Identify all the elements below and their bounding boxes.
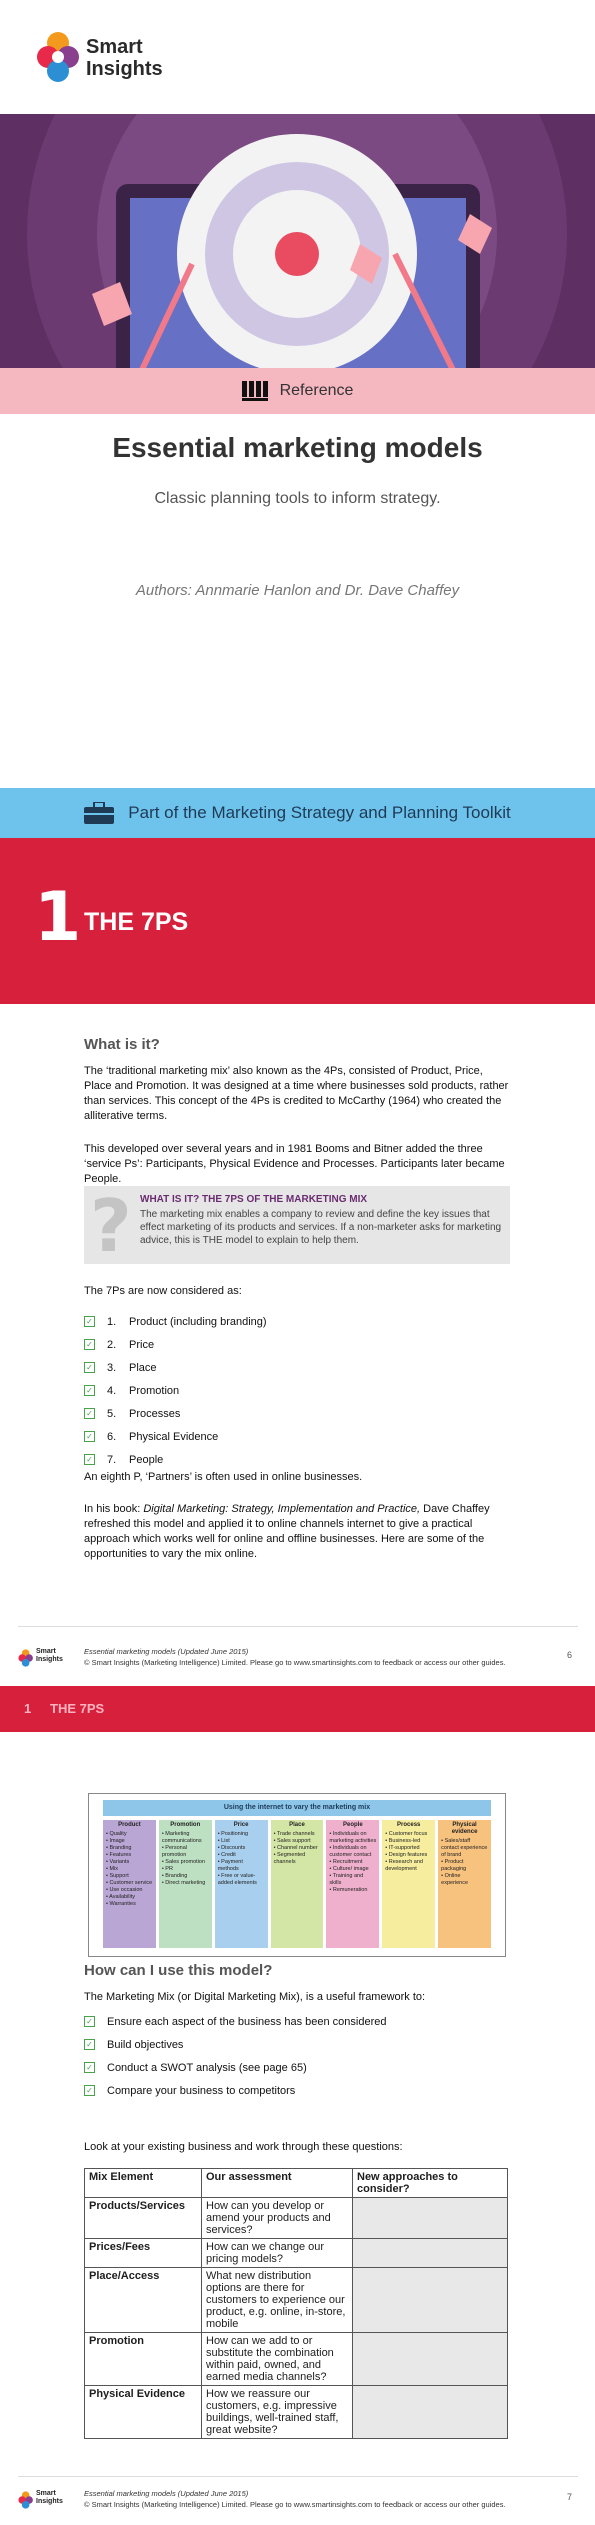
diagram-column-item: • Individuals on customer contact xyxy=(329,1845,372,1858)
diagram-column-item: • Discounts xyxy=(217,1845,246,1851)
diagram-column-item: • Image xyxy=(106,1838,125,1844)
mix-assessment-table xyxy=(84,2168,508,2439)
table-header: New approaches to consider? xyxy=(353,2169,508,2198)
list-item: ✓ Ensure each aspect of the business has been considered xyxy=(84,2010,514,2033)
table-row xyxy=(85,2198,508,2239)
briefcase-icon xyxy=(84,802,114,824)
table-cell: What new distribution options are there for customers to experience our product, e.g. online, in-store, mobile xyxy=(202,2268,353,2333)
section-header xyxy=(0,838,595,1004)
logo-icon xyxy=(36,28,82,86)
diagram-column-product xyxy=(103,1820,156,1948)
diagram-column-item: • Business-led xyxy=(385,1838,421,1844)
diagram-column-title: People xyxy=(343,1822,363,1828)
what-is-it-heading: What is it? xyxy=(84,1036,160,1053)
callout-body: The marketing mix enables a company to review and define the key issues that effect marketing of its products and services. If a non-marketer asks for marketing advice, this is THE model to explain to help them. xyxy=(140,1209,502,1246)
list-item: ✓ Compare your business to competitors xyxy=(84,2079,514,2102)
diagram-column-item: • IT-supported xyxy=(385,1845,420,1851)
callout-title: WHAT IS IT? THE 7PS OF THE MARKETING MIX xyxy=(140,1194,368,1205)
checkbox-icon: ✓ xyxy=(84,1339,95,1350)
list-item: ✓ 6. Physical Evidence xyxy=(84,1425,514,1448)
diagram-column-item: • Free or value-added elements xyxy=(217,1873,257,1886)
table-cell: Place/Access xyxy=(85,2268,202,2333)
footer-divider xyxy=(18,2476,578,2477)
checkbox-icon: ✓ xyxy=(84,2085,95,2096)
checkbox-icon: ✓ xyxy=(84,2039,95,2050)
table-cell: How we reassure our customers, e.g. impressive buildings, well-trained staff, great website? xyxy=(202,2386,353,2439)
diagram-column-item: • Segmented channels xyxy=(273,1852,306,1865)
diagram-column-item: • Customer service xyxy=(106,1880,153,1886)
page-footer xyxy=(18,2484,578,2524)
list-item: ✓ 2. Price xyxy=(84,1333,514,1356)
table-header: Our assessment xyxy=(202,2169,353,2198)
table-cell-input[interactable] xyxy=(353,2268,508,2333)
list-item: ✓ 4. Promotion xyxy=(84,1379,514,1402)
checkbox-icon: ✓ xyxy=(84,1385,95,1396)
list-intro: The 7Ps are now considered as: xyxy=(84,1285,242,1297)
diagram-column-item: • Recruitment xyxy=(329,1859,363,1865)
seven-ps-list xyxy=(84,1310,514,1471)
authors-line: Authors: Annmarie Hanlon and Dr. Dave Chaffey xyxy=(135,582,460,599)
diagram-column-item: • Product packaging xyxy=(441,1859,467,1872)
diagram-column-item: • Warranties xyxy=(106,1901,136,1907)
diagram-column-item: • Positioning xyxy=(217,1831,249,1837)
table-cell: How can we add to or substitute the combination within paid, owned, and earned media channels? xyxy=(202,2333,353,2386)
diagram-column-item: • Sales promotion xyxy=(161,1859,206,1865)
checkbox-icon: ✓ xyxy=(84,1431,95,1442)
table-header-row xyxy=(85,2169,508,2198)
diagram-column-item: • Individuals on marketing activities xyxy=(329,1831,377,1844)
list-item: ✓ Build objectives xyxy=(84,2033,514,2056)
uses-list xyxy=(84,2010,514,2102)
table-cell-input[interactable] xyxy=(353,2333,508,2386)
diagram-column-item: • Branding xyxy=(161,1873,188,1879)
logo-icon xyxy=(18,1648,34,1668)
diagram-column-item: • Customer focus xyxy=(385,1831,428,1837)
book-paragraph: In his book: Digital Marketing: Strategy, Implementation and Practice, Dave Chaffey refreshed this model and applied it to online channels internet to give a practical approach which works well for online and offline businesses. Here are some of the opportunities to vary the mix online. xyxy=(84,1503,490,1560)
diagram-column-item: • Marketing communications xyxy=(161,1831,202,1844)
diagram-title: Using the internet to vary the marketing mix xyxy=(103,1800,491,1816)
checkbox-icon: ✓ xyxy=(84,1316,95,1327)
checkbox-icon: ✓ xyxy=(84,1454,95,1465)
toolkit-banner xyxy=(0,788,595,838)
list-item: ✓ 3. Place xyxy=(84,1356,514,1379)
how-to-use-intro: The Marketing Mix (or Digital Marketing Mix), is a useful framework to: xyxy=(84,1991,426,2003)
diagram-column-item: • Personal promotion xyxy=(161,1845,188,1858)
section-strip xyxy=(0,1686,595,1732)
table-header: Mix Element xyxy=(85,2169,202,2198)
intro-paragraph-2: This developed over several years and in 1981 Booms and Bitner added the three ‘service Ps’: Participants, Physical Evidence and Processes. Participants later became People. xyxy=(84,1143,505,1185)
diagram-column-title: Physical evidence xyxy=(451,1822,478,1835)
reference-label: Reference xyxy=(279,382,354,399)
diagram-column-item: • Quality xyxy=(106,1831,127,1837)
page-number: 7 xyxy=(566,2492,572,2502)
diagram-column-item: • Design features xyxy=(385,1852,428,1858)
diagram-column-physical-evidence xyxy=(438,1820,491,1948)
footer-logo: Smart Insights xyxy=(18,1646,66,1676)
list-item: ✓ 7. People xyxy=(84,1448,514,1471)
diagram-column-item: • Use occasion xyxy=(106,1887,143,1893)
table-cell-input[interactable] xyxy=(353,2198,508,2239)
diagram-column-item: • Research and development xyxy=(385,1859,423,1872)
diagram-column-item: • Payment methods xyxy=(217,1859,243,1872)
diagram-column-item: • Branding xyxy=(106,1845,132,1851)
strip-title: THE 7PS xyxy=(50,1701,105,1716)
diagram-column-item: • Training and skills xyxy=(329,1873,364,1886)
footer-text: Essential marketing models (Updated June 2015) © Smart Insights (Marketing Intelligence) Limited. Please go to www.smartinsights.com to feedback or access our other guides. xyxy=(84,2489,506,2509)
table-cell: Products/Services xyxy=(85,2198,202,2239)
callout-box xyxy=(84,1184,510,1268)
diagram-column-item: • Remuneration xyxy=(329,1887,368,1893)
diagram-column-price xyxy=(215,1820,268,1948)
logo-text-line2: Insights xyxy=(86,58,163,80)
table-cell: Physical Evidence xyxy=(85,2386,202,2439)
diagram-column-item: • Culture/ image xyxy=(329,1866,369,1872)
diagram-column-item: • Mix xyxy=(106,1866,119,1872)
marketing-mix-diagram xyxy=(88,1793,506,1957)
questions-intro: Look at your existing business and work through these questions: xyxy=(84,2141,403,2153)
reference-bar xyxy=(0,368,595,414)
list-item: ✓ Conduct a SWOT analysis (see page 65) xyxy=(84,2056,514,2079)
diagram-column-people xyxy=(326,1820,379,1948)
checkbox-icon: ✓ xyxy=(84,1408,95,1419)
logo-text-line1: Smart xyxy=(86,36,143,58)
diagram-column-process xyxy=(382,1820,435,1948)
footer-text: Essential marketing models (Updated June 2015) © Smart Insights (Marketing Intelligence) Limited. Please go to www.smartinsights.com to feedback or access our other guides. xyxy=(84,1647,506,1667)
checkbox-icon: ✓ xyxy=(84,1362,95,1373)
diagram-column-item: • Variants xyxy=(106,1859,130,1865)
diagram-column-promotion xyxy=(159,1820,212,1948)
logo-icon xyxy=(18,2490,34,2510)
diagram-column-place xyxy=(271,1820,324,1948)
diagram-column-item: • Availability xyxy=(106,1894,136,1900)
diagram-column-item: • Sales/staff contact experience of brand xyxy=(441,1838,488,1858)
intro-paragraph-1: The ‘traditional marketing mix’ also known as the 4Ps, consisted of Product, Price, Place and Promotion. It was designed at a time where businesses sold products, rather than services. This concept of the 4Ps is credited to McCarthy (1964) who created the alliterative terms. xyxy=(84,1065,509,1122)
document-subtitle: Classic planning tools to inform strategy. xyxy=(154,490,441,507)
diagram-column-item: • Channel number xyxy=(273,1845,318,1851)
table-cell: How can we change our pricing models? xyxy=(202,2239,353,2268)
table-cell: Prices/Fees xyxy=(85,2239,202,2268)
eighth-p-note: An eighth P, ‘Partners’ is often used in online businesses. xyxy=(84,1471,363,1483)
page-footer xyxy=(18,1642,578,1682)
diagram-column-title: Product xyxy=(118,1822,141,1828)
list-item: ✓ 5. Processes xyxy=(84,1402,514,1425)
table-row xyxy=(85,2239,508,2268)
diagram-column-title: Place xyxy=(289,1822,305,1828)
table-cell: How can you develop or amend your products and services? xyxy=(202,2198,353,2239)
how-to-use-heading: How can I use this model? xyxy=(84,1962,273,1979)
document-title: Essential marketing models xyxy=(112,432,483,463)
list-item: ✓ 1. Product (including branding) xyxy=(84,1310,514,1333)
toolkit-label: Part of the Marketing Strategy and Planning Toolkit xyxy=(128,803,511,822)
diagram-column-item: • Sales support xyxy=(273,1838,311,1844)
page-number: 6 xyxy=(566,1650,572,1660)
footer-logo: Smart Insights xyxy=(18,2488,66,2518)
diagram-column-item: • List xyxy=(217,1838,230,1844)
section-title: THE 7PS xyxy=(84,908,189,936)
table-cell-input[interactable] xyxy=(353,2239,508,2268)
diagram-column-item: • Features xyxy=(106,1852,132,1858)
question-mark-icon: ? xyxy=(90,1184,132,1268)
table-cell-input[interactable] xyxy=(353,2386,508,2439)
strip-number: 1 xyxy=(24,1701,32,1716)
table-row xyxy=(85,2386,508,2439)
diagram-column-item: • Support xyxy=(106,1873,129,1879)
checkbox-icon: ✓ xyxy=(84,2062,95,2073)
section-number: 1 xyxy=(34,878,82,957)
smart-insights-logo xyxy=(36,28,186,86)
diagram-column-title: Price xyxy=(233,1822,249,1828)
footer-divider xyxy=(18,1626,578,1627)
diagram-column-title: Process xyxy=(397,1822,421,1828)
diagram-column-title: Promotion xyxy=(170,1822,201,1828)
hero-illustration xyxy=(0,114,595,368)
books-icon xyxy=(242,381,268,401)
checkbox-icon: ✓ xyxy=(84,2016,95,2027)
diagram-column-item: • Direct marketing xyxy=(161,1880,206,1886)
table-row xyxy=(85,2268,508,2333)
diagram-column-item: • PR xyxy=(161,1866,173,1872)
table-row xyxy=(85,2333,508,2386)
table-cell: Promotion xyxy=(85,2333,202,2386)
diagram-column-item: • Credit xyxy=(217,1852,236,1858)
diagram-column-item: • Online experience xyxy=(441,1873,469,1886)
diagram-column-item: • Trade channels xyxy=(273,1831,315,1837)
target-icon xyxy=(0,114,595,368)
